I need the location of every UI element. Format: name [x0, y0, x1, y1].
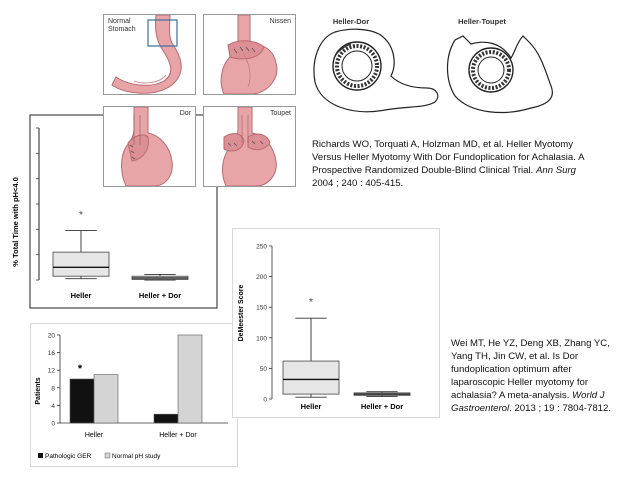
demeester-x-label-heller: Heller — [300, 402, 322, 411]
toupet-illustration — [204, 107, 295, 186]
bar-y-tick-label: 8 — [51, 385, 55, 393]
ph-x-label-heller-dor: Heller + Dor — [138, 291, 182, 300]
citation-richards-journal: Ann Surg — [535, 165, 576, 176]
legend-label-normal: Normal pH study — [112, 453, 161, 460]
bar-y-tick-label: 0 — [51, 420, 55, 428]
legend-swatch-pathologic — [38, 453, 43, 458]
citation-wei: Wei MT, He YZ, Deng XB, Zhang YC, Yang TH, Jin CW, et al. Is Dor fundoplication optimum after laparoscopic Heller myotomy for achalasia? A meta-analysis. World J Gastroenterol. 2013 ; 19 : 7804-7812. — [451, 338, 612, 414]
bar-x-label-heller-dor: Heller + Dor — [159, 432, 197, 439]
bar-x-label-heller: Heller — [84, 432, 104, 439]
citation-richards: Richards WO, Torquati A, Holzman MD, et al. Heller Myotomy Versus Heller Myotomy With Dor Fundoplication for Achalasia. A Prospective Randomized Double-Blind Clinical Trial. Ann Surg 2004 ; 240 : 405-415. — [312, 139, 584, 189]
demeester-y-axis-label: DeMeester Score — [238, 284, 245, 342]
anatomy-panel-nissen — [203, 14, 296, 95]
citation-wei-journal: World J Gastroenterol — [451, 390, 605, 414]
heller-toupet-diagram — [448, 36, 553, 112]
y-tick-label: 150 — [256, 304, 267, 312]
anatomy-panel-dor — [103, 106, 196, 187]
bar-chart-frame — [31, 324, 238, 467]
bar-normal-ph-study-1 — [178, 335, 202, 423]
y-tick-label: 0 — [263, 396, 267, 404]
legend-label-pathologic: Pathologic GER — [45, 453, 92, 460]
y-tick-label: 250 — [256, 243, 267, 251]
demeester-boxplot-chart — [232, 228, 440, 418]
box-iqr — [53, 252, 109, 276]
bar-y-tick-label: 20 — [47, 332, 55, 340]
dor-label: Dor — [179, 110, 191, 117]
anatomy-panel-normal — [103, 14, 196, 95]
y-tick-label: 50 — [259, 365, 267, 373]
heller-dor-diagram — [314, 29, 438, 111]
outlier-marker: * — [309, 297, 313, 309]
outlier-marker: * — [79, 210, 83, 222]
ph-y-axis-label: % Total Time with pH<4.0 — [11, 177, 20, 267]
cross-section-diagrams — [305, 10, 575, 122]
y-tick-label: 100 — [256, 335, 267, 343]
nissen-illustration — [204, 15, 295, 94]
ph-x-label-heller: Heller — [70, 291, 92, 300]
bar-y-tick-label: 4 — [51, 402, 55, 410]
toupet-label: Toupet — [269, 110, 291, 117]
heller-toupet-label: Heller-Toupet — [458, 17, 506, 26]
bar-normal-ph-study-0 — [94, 375, 118, 423]
legend-swatch-normal — [105, 453, 110, 458]
bar-asterisk: * — [77, 363, 83, 375]
bar-y-tick-label: 12 — [47, 367, 55, 375]
heller-dor-label: Heller-Dor — [332, 17, 370, 26]
bar-y-tick-label: 16 — [47, 350, 55, 358]
nissen-label: Nissen — [269, 18, 291, 25]
bar-pathologic-ger-0 — [70, 379, 94, 423]
bar-y-axis-label: Patients — [35, 377, 42, 405]
bar-pathologic-ger-1 — [154, 414, 178, 423]
dor-illustration — [104, 107, 195, 186]
demeester-x-label-heller-dor: Heller + Dor — [360, 402, 404, 411]
patients-bar-chart — [30, 323, 238, 467]
anatomy-panel-toupet — [203, 106, 296, 187]
box-iqr — [283, 361, 339, 394]
normal-label: Normal Stomach — [108, 18, 136, 33]
y-tick-label: 200 — [256, 274, 267, 282]
